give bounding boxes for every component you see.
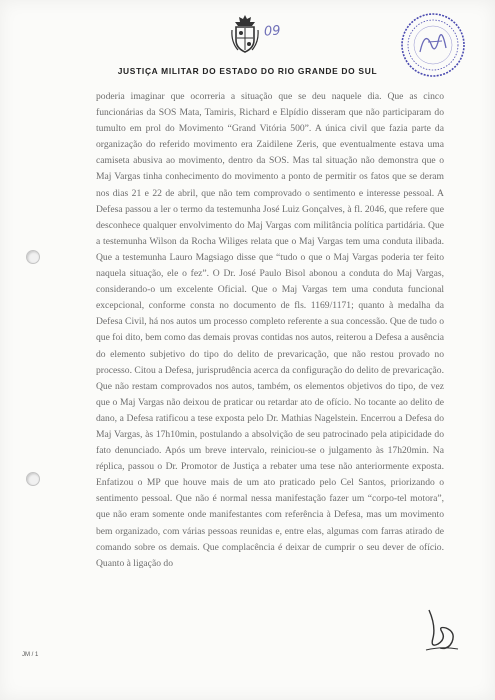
body-paragraph: poderia imaginar que ocorreria a situação que se deu naquele dia. Que as cinco funcionárias da SOS Mata, Tamiris, Richard e Elpídio disseram que não participaram do tumulto em prol do Movimento “Grand Vitória 500”. A única civil que fazia parte da organização do referido movimento era Zaidilene Zeris, que eventualmente estava uma camiseta abusiva ao movimento, dentro da SOS. Mas tal situação não demonstra que o Maj Vargas tinha conhecimento do movimento a ponto de permitir os fatos que se deram nos dias 21 e 22 de abril, que não tem comprovado o sentimento e interesse pessoal. A Defesa passou a ler o termo da testemunha José Luiz Gonçalves, à fl. 2046, que refere que desconhece qualquer envolvimento do Maj Vargas com militância política partidária. Que a testemunha Wilson da Rocha Wiliges relata que o Maj Vargas tem uma conduta ilibada. Que a testemunha Lauro Magsiago disse que “tudo o que o Maj Vargas poderia ter feito naquela situação, ele o fez”. O Dr. José Paulo Bisol abonou a conduta do Maj Vargas, considerando-o um excelente Oficial. Que o Maj Vargas tem uma conduta funcional excepcional, conforme consta no documento de fls. 1169/1171; quanto à medalha da Defesa Civil, há nos autos um processo completo referente a sua concessão. Que de tudo o que foi dito, bem como das demais provas contidas nos autos, reiterou a Defesa a ausência do elemento subjetivo do tipo do delito de prevaricação, que não restou provado no processo. Citou a Defesa, jurisprudência acerca da configuração do delito de prevaricação. Que não restam comprovados nos autos, também, os elementos objetivos do tipo, de vez que o Maj Vargas não deixou de praticar ou retardar ato de ofício. No tocante ao delito de dano, a Defesa ratificou a tese exposta pelo Dr. Mathias Nagelstein. Encerrou a Defesa do Maj Vargas, às 17h10min, postulando a absolvição de seu patrocinado pela atipicidade do fato denunciado. Após um breve intervalo, reiniciou-se o julgamento às 17h20min. Na réplica, passou o Dr. Promotor de Justiça a rebater uma tese não anteriormente exposta. Enfatizou o MP que houve mais de um ato praticado pelo Cel Santos, priorizando o sentimento pessoal. Que não é normal nessa manifestação fazer um “corpo-tel motora”, que não eram somente onde manifestantes com referência à Defesa, mas um movimento bem organizado, com várias pessoas reunidas e, entre elas, algumas com farras atirado de comando sobre os demais. Que complacência é deixar de cumprir o seu dever de ofício. Quanto à ligação do	[96, 91, 444, 569]
document-body	[96, 89, 444, 572]
handwritten-folio-number: 09	[263, 23, 282, 40]
binder-punch-hole	[26, 250, 40, 264]
page-code: JM / 1	[22, 652, 39, 658]
coat-of-arms-emblem	[230, 14, 260, 54]
handwritten-initials-signature	[424, 608, 460, 652]
binder-punch-hole	[26, 472, 40, 486]
court-header-title: JUSTIÇA MILITAR DO ESTADO DO RIO GRANDE DO SUL	[117, 66, 378, 76]
